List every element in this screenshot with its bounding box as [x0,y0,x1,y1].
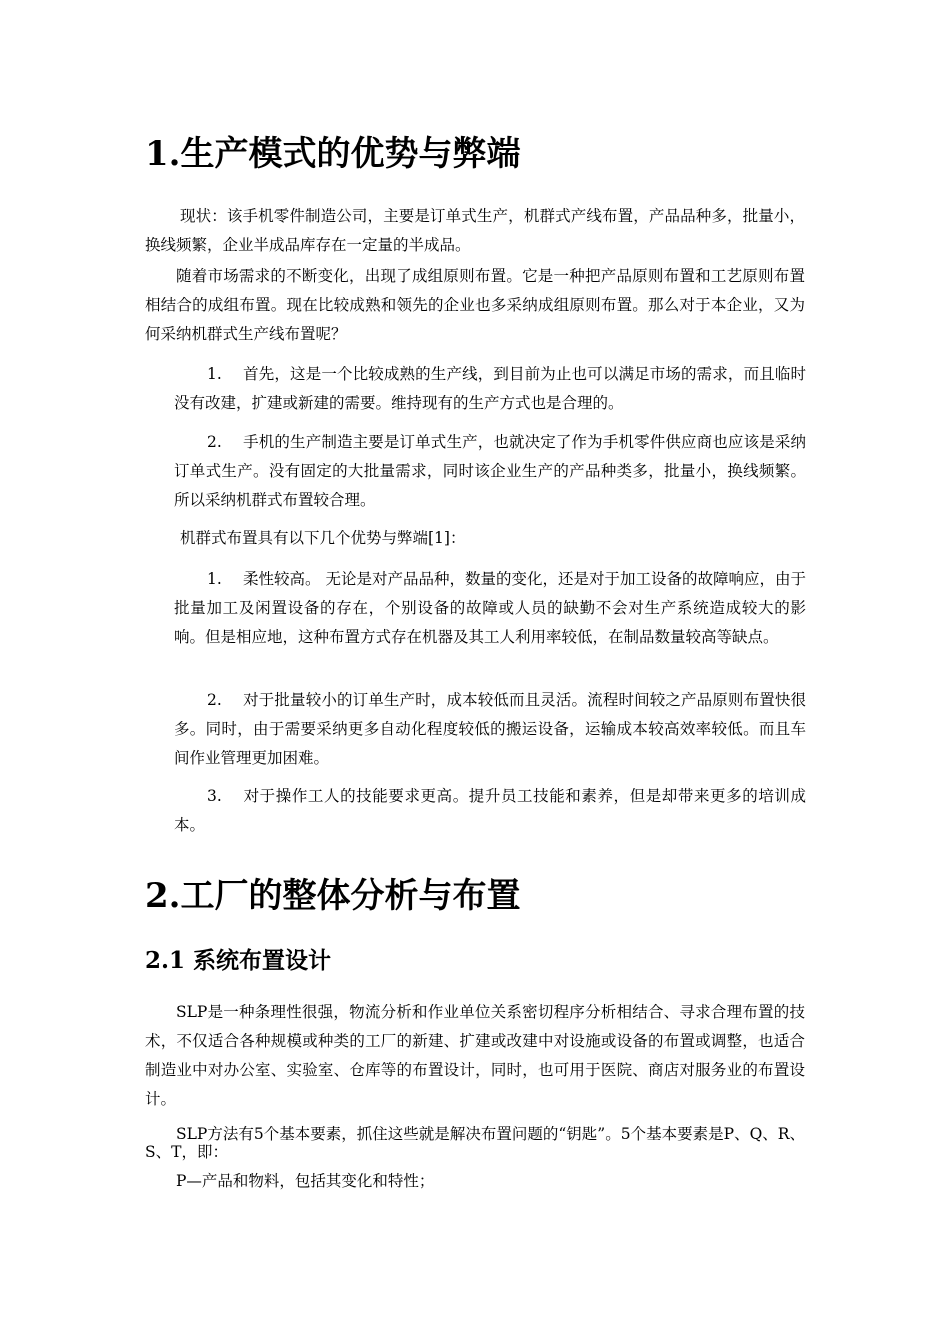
reason-item-1-text: 首先，这是一个比较成熟的生产线，到目前为止也可以满足市场的需求，而且临时没有改建，扩建或新建的需要。维持现有的生产方式也是合理的。 [174,365,806,412]
pros-cons-item-2-number: 2. [207,691,222,709]
section-1-heading: 1.生产模式的优势与弊端 [145,134,521,174]
pros-cons-intro: 机群式布置具有以下几个优势与弊端[1]： [180,529,466,547]
reason-item-1-number: 1. [207,365,222,383]
pros-cons-item-1-number: 1. [207,570,222,588]
pros-cons-item-3-text: 对于操作工人的技能要求更高。提升员工技能和素养，但是却带来更多的培训成本。 [174,787,806,834]
reason-item-2-number: 2. [207,433,222,451]
reason-item-2 [174,428,806,515]
pros-cons-item-3 [174,782,806,840]
section-2-heading: 2.工厂的整体分析与布置 [145,876,521,916]
pros-cons-item-1-text: 柔性较高。 无论是对产品品种，数量的变化，还是对于加工设备的故障响应，由于批量加工及闲置设备的存在，个别设备的故障或人员的缺勤不会对生产系统造成较大的影响。但是相应地，这种布置方式存在机器及其工人利用率较低，在制品数量较高等缺点。 [174,570,806,646]
status-paragraph: 现状：该手机零件制造公司，主要是订单式生产，机群式产线布置，产品品种多，批量小，换线频繁，企业半成品库存在一定量的半成品。 [145,207,805,254]
pros-cons-item-2-text: 对于批量较小的订单生产时，成本较低而且灵活。流程时间较之产品原则布置快很多。同时，由于需要采纳更多自动化程度较低的搬运设备，运输成本较高效率较低。而且车间作业管理更加困难。 [174,691,806,767]
reason-item-1 [174,360,806,418]
pros-cons-item-1 [174,565,806,652]
pros-cons-item-2 [174,686,806,773]
market-paragraph: 随着市场需求的不断变化，出现了成组原则布置。它是一种把产品原则布置和工艺原则布置相结合的成组布置。现在比较成熟和领先的企业也多采纳成组原则布置。那么对于本企业，又为何采纳机群式生产线布置呢？ [145,267,805,343]
reason-item-2-text: 手机的生产制造主要是订单式生产，也就决定了作为手机零件供应商也应该是采纳订单式生产。没有固定的大批量需求，同时该企业生产的产品种类多，批量小，换线频繁。所以采纳机群式布置较合理。 [174,433,806,509]
section-2-1-heading: 2.1 系统布置设计 [145,947,332,974]
p-element-paragraph: P—产品和物料，包括其变化和特性； [176,1172,435,1190]
pros-cons-item-3-number: 3. [207,787,222,805]
slp-paragraph: SLP是一种条理性很强，物流分析和作业单位关系密切程序分析相结合、寻求合理布置的技术，不仅适合各种规模或种类的工厂的新建、扩建或改建中对设施或设备的布置或调整，也适合制造业中对办公室、实验室、仓库等的布置设计，同时，也可用于医院、商店对服务业的布置设计。 [145,1003,805,1108]
slp-elements-paragraph: SLP方法有5个基本要素，抓住这些就是解决布置问题的“钥匙”。5个基本要素是P、Q、R、S、T，即： [145,1125,805,1161]
